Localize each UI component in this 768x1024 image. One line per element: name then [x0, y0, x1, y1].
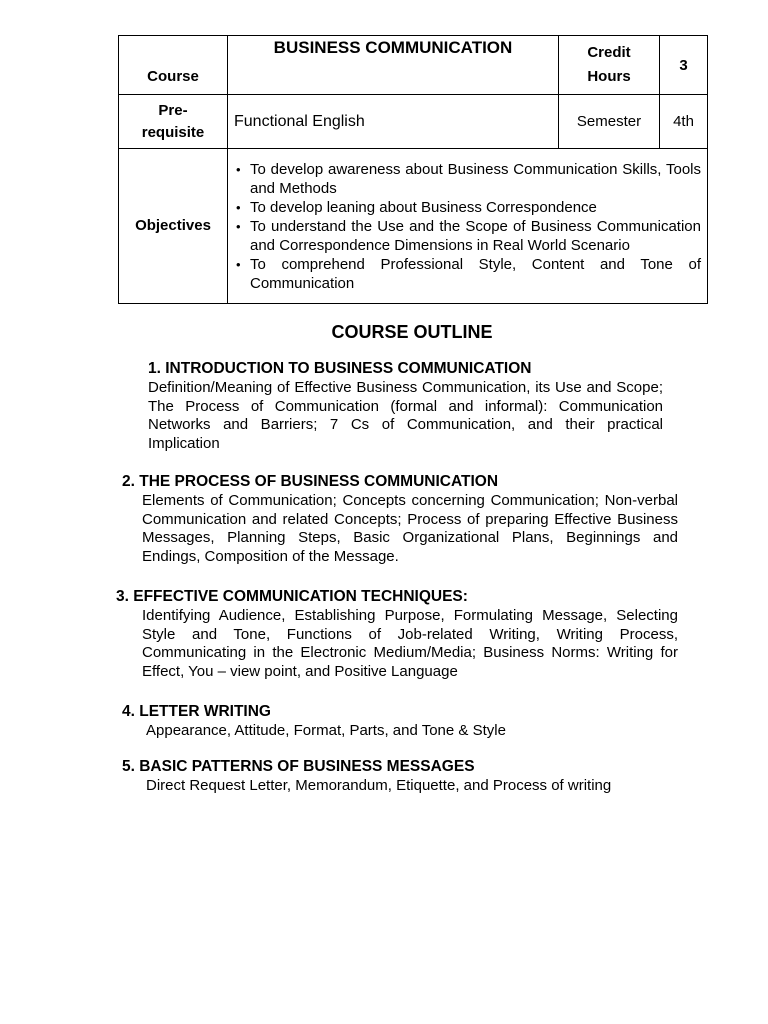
course-title: BUSINESS COMMUNICATION: [228, 36, 559, 95]
section-body: Appearance, Attitude, Format, Parts, and Tone & Style: [146, 722, 506, 739]
outline-section-5: [122, 757, 678, 796]
bullet-icon: •: [236, 257, 241, 272]
objective-item: [234, 160, 701, 198]
section-body: Definition/Meaning of Effective Business Communication, its Use and Scope; The Process of Communication (formal and informal): Communication Networks and Barriers; 7 Cs of Communication, and their practical Implication: [148, 379, 663, 452]
objectives-cell: [228, 149, 708, 304]
semester-value: 4th: [660, 95, 708, 149]
bullet-icon: •: [236, 219, 241, 234]
prerequisite-value: Functional English: [228, 95, 559, 149]
section-heading: 2. THE PROCESS OF BUSINESS COMMUNICATION: [122, 473, 499, 490]
objectives-row: [119, 149, 708, 304]
objective-item: [234, 217, 701, 255]
objective-text: To understand the Use and the Scope of Business Communication and Correspondence Dimensions in Real World Scenario: [250, 218, 701, 254]
credit-hours-label: [559, 36, 660, 95]
section-heading: 4. LETTER WRITING: [122, 703, 271, 720]
course-label: Course: [119, 36, 228, 95]
prereq-label-line2: requisite: [141, 123, 205, 141]
prerequisite-row: [119, 95, 708, 149]
outline-section-3: [116, 587, 678, 681]
course-info-table: [118, 35, 708, 304]
course-row: [119, 36, 708, 95]
section-body: Identifying Audience, Establishing Purpose, Formulating Message, Selecting Style and Tone, Functions of Job-related Writing, Writing Process, Communicating in the Electronic Medium/Media; Business Norms: Writing for Effect, You – view point, and Positive Language: [142, 607, 678, 680]
credit-label-line1: Credit: [587, 44, 631, 61]
course-outline-title: COURSE OUTLINE: [331, 322, 493, 342]
objective-item: [234, 198, 701, 217]
outline-section-1: [148, 359, 663, 453]
bullet-icon: •: [236, 162, 241, 177]
credit-label-line2: Hours: [587, 68, 631, 85]
section-heading: 1. INTRODUCTION TO BUSINESS COMMUNICATION: [148, 360, 532, 377]
prereq-label-line1: Pre-: [158, 101, 188, 119]
objective-item: [234, 255, 701, 293]
semester-label: Semester: [559, 95, 660, 149]
prerequisite-label: [119, 95, 228, 149]
objective-text: To develop awareness about Business Communication Skills, Tools and Methods: [250, 161, 701, 197]
objective-text: To comprehend Professional Style, Content and Tone of Communication: [250, 256, 701, 292]
objective-text: To develop leaning about Business Correspondence: [250, 199, 597, 216]
outline-section-2: [122, 472, 678, 566]
credit-hours-value: 3: [660, 36, 708, 95]
bullet-icon: •: [236, 200, 241, 215]
section-heading: 3. EFFECTIVE COMMUNICATION TECHNIQUES:: [116, 588, 468, 605]
section-heading: 5. BASIC PATTERNS OF BUSINESS MESSAGES: [122, 758, 475, 775]
objectives-label: Objectives: [119, 149, 228, 304]
objectives-list: [228, 157, 707, 295]
section-body: Elements of Communication; Concepts concerning Communication; Non-verbal Communication and related Concepts; Process of preparing Effective Business Messages, Planning Steps, Basic Organizational Plans, Beginnings and Endings, Composition of the Message.: [142, 492, 678, 565]
section-body: Direct Request Letter, Memorandum, Etiquette, and Process of writing: [146, 777, 612, 794]
outline-section-4: [122, 702, 678, 741]
